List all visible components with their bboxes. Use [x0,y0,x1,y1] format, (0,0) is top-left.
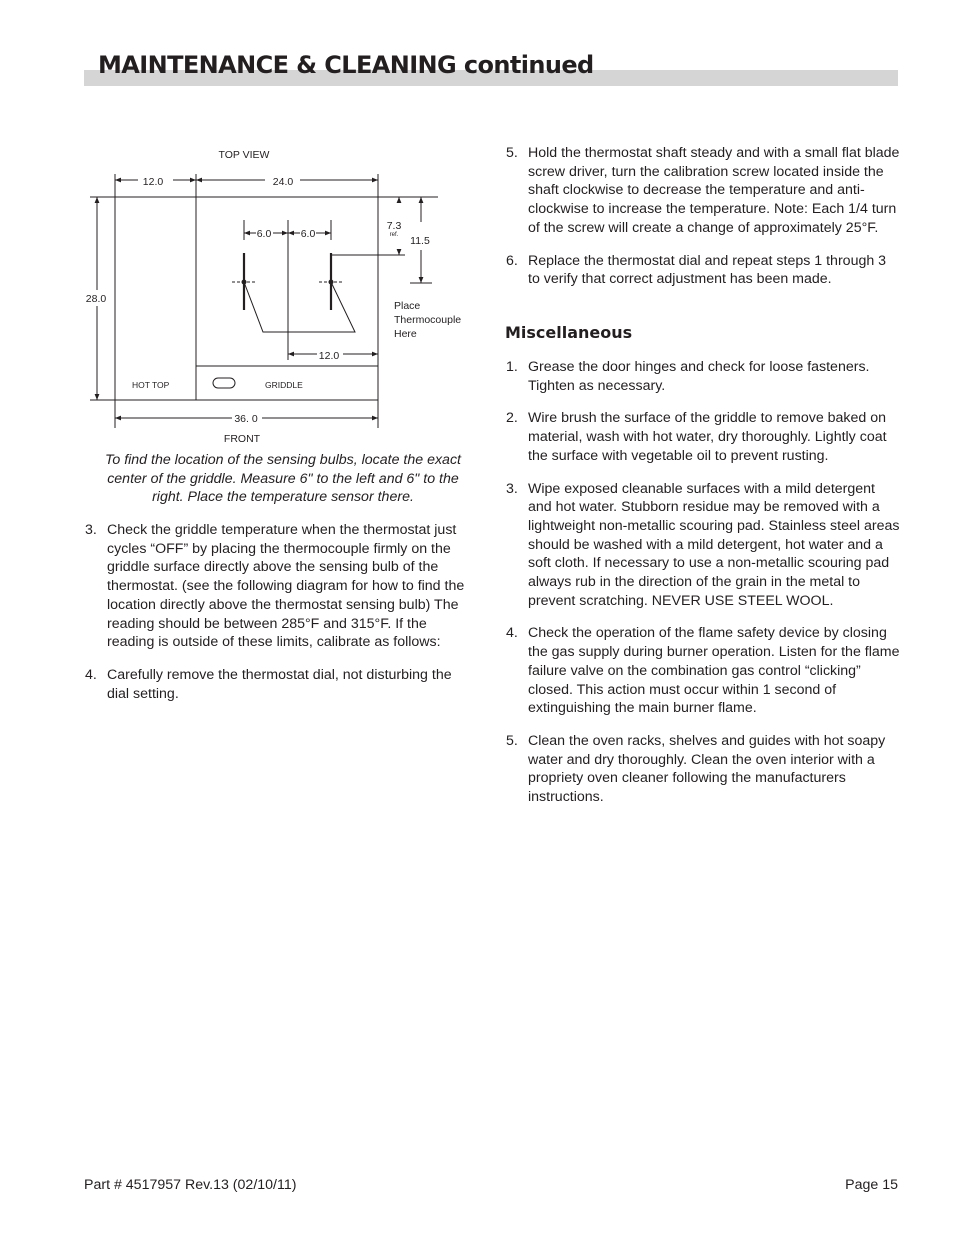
dim-bulb-left: 6.0 [256,228,272,240]
list-item [506,252,900,289]
dim-total-width: 36. 0 [234,413,258,425]
dim-griddle-width: 24.0 [272,176,294,188]
step-text: Replace the thermostat dial and repeat steps 1 through 3 to verify that correct adjustment has been made. [528,252,887,288]
dim-hot-top-width: 12.0 [142,176,164,188]
calibration-steps-right [506,144,900,303]
list-item [85,666,475,703]
control-knob-icon [213,378,235,388]
step-text: Check the operation of the flame safety device by closing the gas supply during burner operation. Listen for the flame failure valve on the combination gas control “clicking” closed. This action must occur within 1 second of extinguishing the main burner flame. [528,625,900,717]
step-text: Hold the thermostat shaft steady and with a small flat blade screw driver, turn the calibration screw located inside the shaft clockwise to decrease the temperature and anti-clockwise to increase the temperature. Note: Each 1/4 turn of the screw will create a change of approximately 25°F. [528,145,900,236]
step-text: Check the griddle temperature when the thermostat just cycles “OFF” by placing the thermocouple firmly on the griddle surface directly above the sensing bulb of the thermostat. (see the following diagram for how to find the location directly above the thermostat sensing bulb) The reading should be between 285°F and 315°F. If the reading is outside of these limits, calibrate as follows: [107,522,465,651]
step-number: 1. [506,359,518,375]
step-number: 3. [506,480,518,497]
list-item [506,624,900,718]
step-number: 5. [506,732,518,749]
page-number: Page 15 [845,1177,898,1193]
step-text: Clean the oven racks, shelves and guides with hot soapy water and dry thoroughly. Clean the oven interior with a propriety oven cleaner following the manufacturers instructions. [528,732,886,806]
list-item [506,732,900,807]
list-item [85,521,475,652]
place-label-line1: Place [394,300,421,312]
miscellaneous-steps [506,358,900,821]
list-item [506,409,900,465]
calibration-steps-left [85,521,475,717]
front-label: FRONT [223,433,261,445]
miscellaneous-heading: Miscellaneous [505,323,633,342]
step-number: 3. [85,522,97,538]
step-number: 5. [506,145,518,161]
page-title: MAINTENANCE & CLEANING continued [98,51,594,79]
step-number: 2. [506,410,518,427]
step-text: Carefully remove the thermostat dial, not disturbing the dial setting. [107,666,452,702]
hot-top-label: HOT TOP [132,380,170,390]
top-view-label: TOP VIEW [218,149,270,161]
list-item [506,480,900,611]
dim-control-depth: 11.5 [410,235,430,247]
place-label-line3: Here [394,328,417,340]
step-text: Grease the door hinges and check for loose fasteners. Tighten as necessary. [528,359,870,394]
part-number: Part # 4517957 Rev.13 (02/10/11) [84,1177,297,1193]
dim-center-offset: 12.0 [318,350,340,362]
step-number: 6. [506,252,518,269]
dim-bulb-right: 6.0 [300,228,316,240]
diagram-caption: To find the location of the sensing bulbs, locate the exact center of the griddle. Measure 6" to the left and 6" to the right. Place the temperature sensor there. [105,452,461,505]
list-item [506,358,900,395]
dim-depth: 28.0 [85,293,107,305]
step-number: 4. [85,666,97,683]
place-label-line2: Thermocouple [394,314,462,326]
dim-bulb-depth: 7.3 [386,220,402,232]
dim-ref-note: ref. [389,232,399,238]
step-text: Wipe exposed cleanable surfaces with a mild detergent and hot water. Stubborn residue may be removed with a lightweight non-metallic scouring pad. Stainless steel areas should be washed with a mild detergent, hot water and a soft cloth. If necessary to use a non-metallic scouring pad always rub in the direction of the grain in the metal to prevent scratching. NEVER USE STEEL WOOL. [528,480,900,609]
step-number: 4. [506,625,518,642]
griddle-label: GRIDDLE [265,380,303,390]
griddle-top-view-diagram [80,140,480,450]
step-text: Wire brush the surface of the griddle to remove baked on material, wash with hot water, dry thoroughly. Lightly coat the surface with vegetable oil to prevent rusting. [528,410,887,464]
list-item [506,144,900,238]
